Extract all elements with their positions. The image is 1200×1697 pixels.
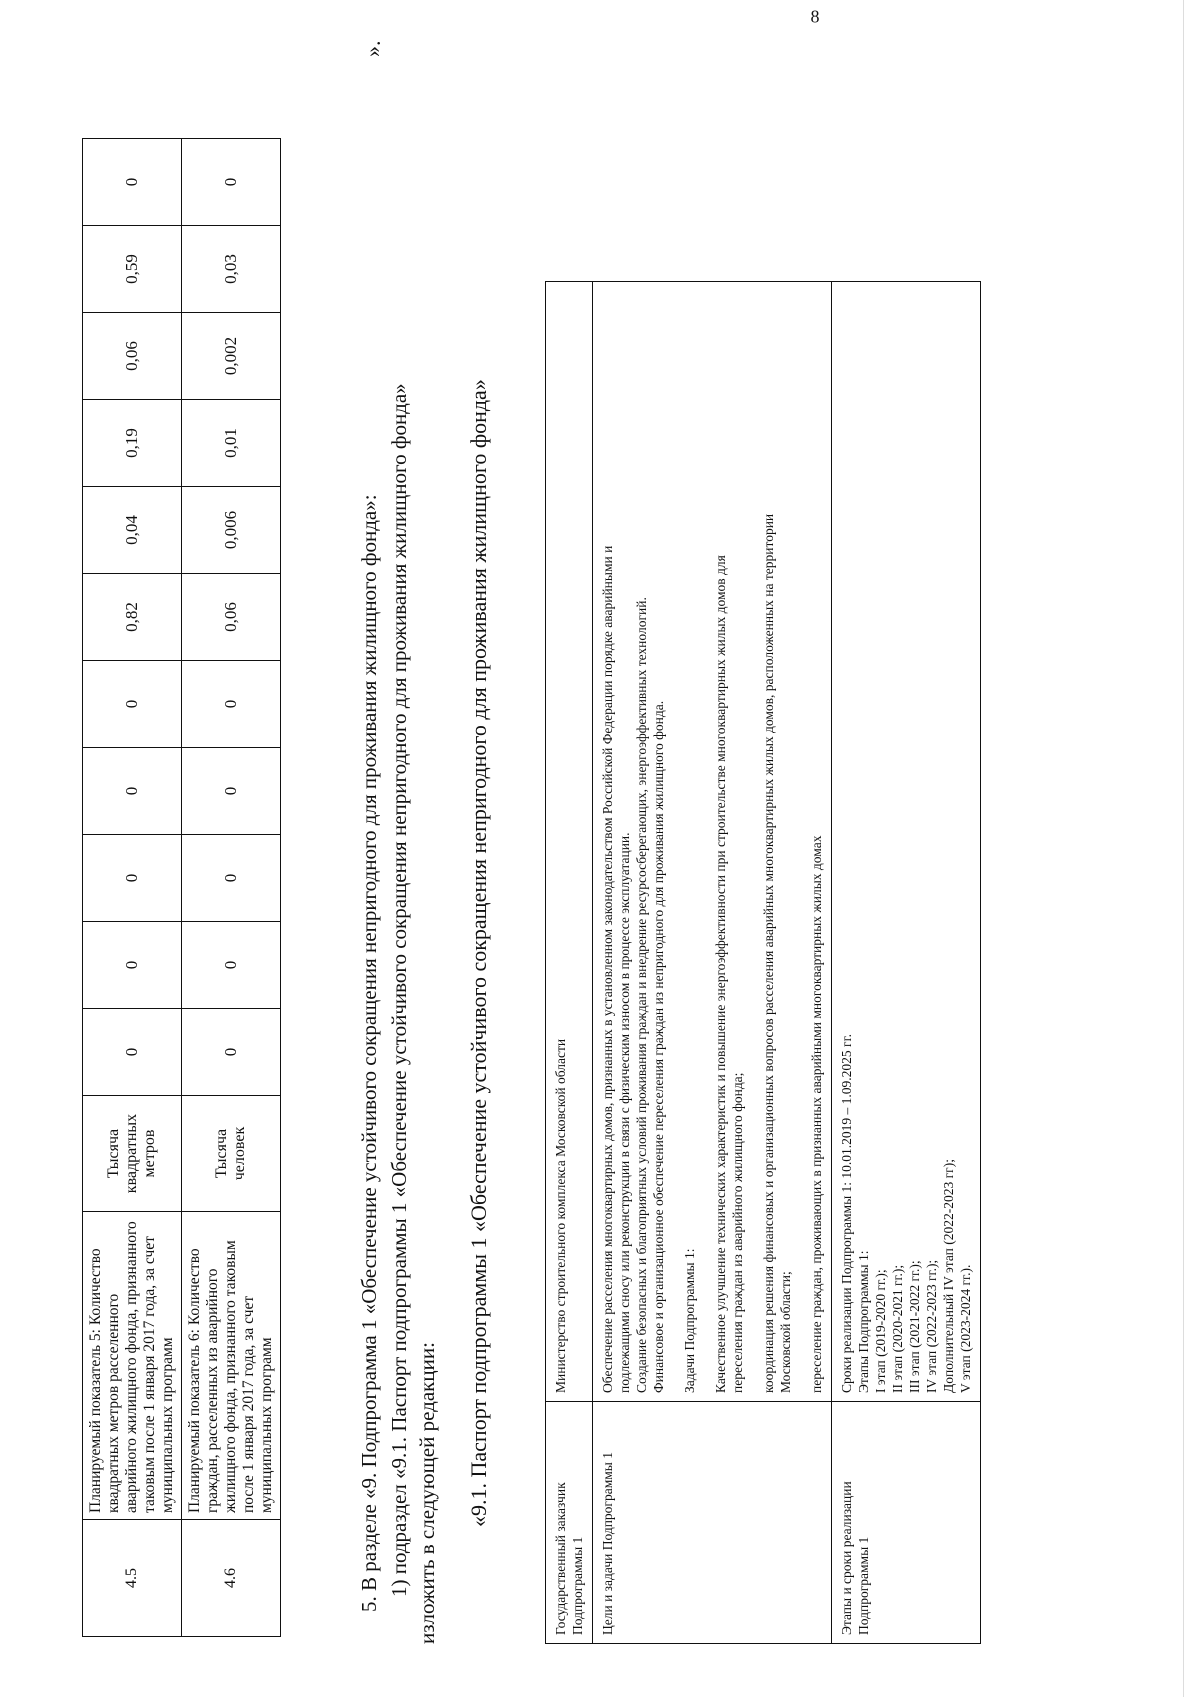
indicator-value: 0 bbox=[83, 748, 182, 835]
indicator-value: 0,19 bbox=[83, 400, 182, 487]
passport-goals-tasks bbox=[593, 282, 832, 1402]
passport-header-customer: Государственный заказчик Подпрограммы 1 bbox=[546, 1402, 593, 1644]
indicator-description: Планируемый показатель 6: Количество граждан, расселенных из аварийного жилищного фонда, признанного таковым после 1 января 2017 года, за счет муниципальных программ bbox=[182, 1212, 281, 1520]
indicator-value: 0 bbox=[182, 661, 281, 748]
indicator-value: 0,59 bbox=[83, 226, 182, 313]
indicator-value: 0,006 bbox=[182, 487, 281, 574]
task-text: переселение граждан, проживающих в признанных аварийными многоквартирных жилых домах bbox=[809, 835, 824, 1393]
task-text: переселения граждан из аварийного жилищного фонда; bbox=[730, 1072, 745, 1393]
closing-quote: ». bbox=[360, 40, 385, 57]
scan-edge-line bbox=[1183, 0, 1184, 1697]
indicator-value: 0,002 bbox=[182, 313, 281, 400]
table-row bbox=[83, 139, 182, 1637]
passport-customer: Министерство строительного комплекса Московской области bbox=[546, 282, 593, 1402]
stages-line: Сроки реализации Подпрограммы 1: 10.01.2019 – 1.09.2025 гг. bbox=[839, 1034, 854, 1393]
indicator-value: 0,01 bbox=[182, 400, 281, 487]
indicator-value: 0,03 bbox=[182, 226, 281, 313]
indicator-code: 4.6 bbox=[182, 1520, 281, 1637]
passport-header-goals: Цели и задачи Подпрограммы 1 bbox=[593, 1402, 832, 1644]
stages-line: II этап (2020-2021 гг.); bbox=[890, 1264, 905, 1393]
indicator-value: 0 bbox=[83, 661, 182, 748]
indicator-unit: Тысяча человек bbox=[182, 1096, 281, 1212]
indicator-value: 0 bbox=[83, 1009, 182, 1096]
page-number: 8 bbox=[810, 6, 820, 27]
stages-line: Дополнительный IV этап (2022-2023 гг); bbox=[941, 1159, 956, 1393]
task-text: Московской области; bbox=[778, 1271, 793, 1393]
stages-line: I этап (2019-2020 гг.); bbox=[873, 1269, 888, 1393]
indicator-code: 4.5 bbox=[83, 1520, 182, 1637]
stages-line: V этап (2023-2024 гг.). bbox=[958, 1264, 973, 1393]
indicators-table bbox=[82, 138, 281, 1637]
indicator-value: 0 bbox=[182, 835, 281, 922]
passport-table bbox=[545, 281, 981, 1644]
indicator-value: 0 bbox=[83, 835, 182, 922]
indicator-value: 0,06 bbox=[83, 313, 182, 400]
task-text: Качественное улучшение технических характеристик и повышение энергоэффективности при строительстве многоквартирных жилых домов для bbox=[713, 555, 728, 1393]
table-row bbox=[546, 282, 593, 1644]
goal-text: Обеспечение расселения многоквартирных домов, признанных в установленном законодательством Российской Федерации порядке аварийными и bbox=[600, 545, 615, 1393]
task-text: координация решения финансовых и организационных вопросов расселения аварийных многоквартирных жилых домов, расположенных на территории bbox=[761, 513, 776, 1393]
table-row bbox=[832, 282, 981, 1644]
indicator-unit: Тысяча квадратных метров bbox=[83, 1096, 182, 1212]
subsection-1-continuation: изложить в следующей редакции: bbox=[415, 1342, 439, 1644]
tasks-title: Задачи Подпрограммы 1: bbox=[682, 1248, 697, 1393]
indicator-value: 0 bbox=[182, 1009, 281, 1096]
indicator-value: 0 bbox=[83, 139, 182, 226]
indicator-value: 0 bbox=[182, 748, 281, 835]
indicator-value: 0 bbox=[83, 922, 182, 1009]
passport-stages bbox=[832, 282, 981, 1402]
section-5-paragraph: 5. В разделе «9. Подпрограмма 1 «Обеспечение устойчивого сокращения непригодного для проживания жилищного фонда»: bbox=[357, 494, 381, 1612]
indicator-value: 0,04 bbox=[83, 487, 182, 574]
stages-line: III этап (2021-2022 гг.); bbox=[907, 1260, 922, 1393]
indicator-value: 0 bbox=[182, 139, 281, 226]
indicator-value: 0 bbox=[182, 922, 281, 1009]
goal-text: Создание безопасных и благоприятных условий проживания граждан и внедрение ресурсосберегающих, энергоэффективных технологий. bbox=[634, 597, 649, 1393]
passport-header-stages: Этапы и сроки реализации Подпрограммы 1 bbox=[832, 1402, 981, 1644]
goal-text: подлежащими сносу или реконструкции в связи с физическим износом в процессе эксплуатации. bbox=[617, 832, 632, 1393]
table-row bbox=[182, 139, 281, 1637]
table-row bbox=[593, 282, 832, 1644]
indicator-value: 0,06 bbox=[182, 574, 281, 661]
stages-line: Этапы Подпрограммы 1: bbox=[856, 1250, 871, 1393]
stages-line: IV этап (2022-2023 гг.); bbox=[924, 1259, 939, 1393]
passport-title: «9.1. Паспорт подпрограммы 1 «Обеспечение устойчивого сокращения непригодного для проживания жилищного фонда» bbox=[466, 379, 491, 1527]
indicator-value: 0,82 bbox=[83, 574, 182, 661]
goal-text: Финансовое и организационное обеспечение переселения граждан из непригодного для проживания жилищного фонда. bbox=[651, 700, 666, 1393]
indicator-description: Планируемый показатель 5: Количество квадратных метров расселенного аварийного жилищного фонда, признанного таковым после 1 января 2017 года, за счет муниципальных программ bbox=[83, 1212, 182, 1520]
subsection-1-paragraph: 1) подраздел «9.1. Паспорт подпрограммы 1 «Обеспечение устойчивого сокращения непригодного для проживания жилищного фонда» bbox=[387, 383, 411, 1597]
